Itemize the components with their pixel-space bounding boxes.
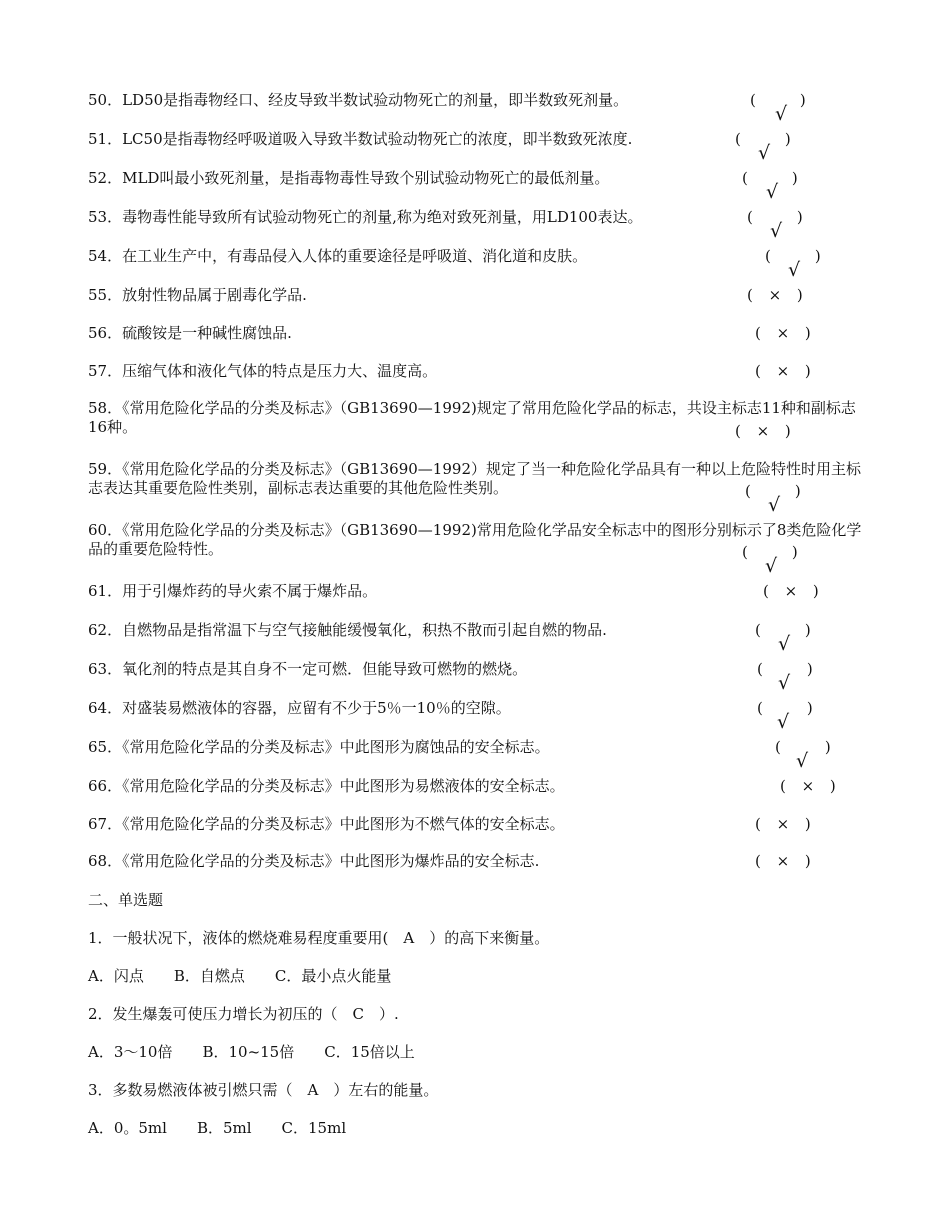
close-paren: ) — [814, 247, 821, 265]
mc-options-1: A．闪点 B．自燃点 C．最小点火能量 — [88, 967, 392, 985]
check-mark: √ — [788, 259, 801, 281]
open-paren: ( — [750, 91, 756, 109]
cross-mark: × — [776, 815, 790, 833]
close-paren: ) — [804, 324, 811, 342]
close-paren: ) — [806, 660, 813, 678]
close-paren: ) — [794, 482, 801, 500]
check-mark: √ — [775, 103, 788, 125]
open-paren: ( — [755, 324, 761, 342]
open-paren: ( — [780, 777, 786, 795]
open-paren: ( — [745, 482, 751, 500]
open-paren: ( — [757, 699, 763, 717]
check-mark: √ — [778, 672, 791, 694]
question-58-text: 58．《常用危险化学品的分类及标志》（GB13690—1992)规定了常用危险化学品的标志，共设主标志11种和副标志16种。 — [88, 399, 856, 436]
cross-mark: × — [776, 852, 790, 870]
close-paren: ) — [804, 621, 811, 639]
close-paren: ) — [796, 208, 803, 226]
open-paren: ( — [757, 660, 763, 678]
question-61-answer — [763, 581, 819, 601]
check-mark: √ — [766, 181, 779, 203]
open-paren: ( — [755, 621, 761, 639]
question-66-answer — [780, 776, 836, 796]
close-paren: ) — [799, 91, 806, 109]
open-paren: ( — [742, 543, 748, 561]
open-paren: ( — [735, 130, 741, 148]
close-paren: ) — [784, 130, 791, 148]
open-paren: ( — [763, 582, 769, 600]
check-mark: √ — [770, 220, 783, 242]
close-paren: ) — [824, 738, 831, 756]
open-paren: ( — [747, 208, 753, 226]
question-50-text: 50．LD50是指毒物经口、经皮导致半数试验动物死亡的剂量，即半数致死剂量。 — [88, 91, 629, 109]
mc-options-2: A．3～10倍 B．10~15倍 C．15倍以上 — [88, 1043, 415, 1061]
close-paren: ) — [791, 169, 798, 187]
question-57-text: 57．压缩气体和液化气体的特点是压力大、温度高。 — [88, 362, 438, 380]
question-56-text: 56．硫酸铵是一种碱性腐蚀品. — [88, 324, 292, 342]
cross-mark: × — [756, 422, 770, 440]
mc-question-3: 3．多数易燃液体被引燃只需（ A ）左右的能量。 — [88, 1081, 439, 1099]
cross-mark: × — [768, 286, 782, 304]
question-59-text: 59．《常用危险化学品的分类及标志》（GB13690—1992）规定了当一种危险化学品具有一种以上危险特性时用主标志表达其重要危险性类别，副标志表达重要的其他危险性类别。 — [88, 460, 861, 497]
question-67-answer — [755, 814, 811, 834]
open-paren: ( — [755, 852, 761, 870]
question-65-text: 65．《常用危险化学品的分类及标志》中此图形为腐蚀品的安全标志。 — [88, 738, 550, 756]
close-paren: ) — [804, 362, 811, 380]
open-paren: ( — [755, 815, 761, 833]
question-68-answer — [755, 851, 811, 871]
question-63-text: 63．氧化剂的特点是其自身不一定可燃．但能导致可燃物的燃烧。 — [88, 660, 528, 678]
check-mark: √ — [778, 633, 791, 655]
check-mark: √ — [777, 711, 790, 733]
question-67-text: 67．《常用危险化学品的分类及标志》中此图形为不燃气体的安全标志。 — [88, 815, 565, 833]
question-57-answer — [755, 361, 811, 381]
open-paren: ( — [735, 422, 741, 440]
close-paren: ) — [804, 815, 811, 833]
close-paren: ) — [784, 422, 791, 440]
close-paren: ) — [812, 582, 819, 600]
open-paren: ( — [747, 286, 753, 304]
close-paren: ) — [806, 699, 813, 717]
check-mark: √ — [768, 494, 781, 516]
question-68-text: 68．《常用危险化学品的分类及标志》中此图形为爆炸品的安全标志. — [88, 852, 540, 870]
mc-options-3: A．0。5ml B．5ml C．15ml — [88, 1119, 347, 1137]
question-53-text: 53．毒物毒性能导致所有试验动物死亡的剂量,称为绝对致死剂量，用LD100表达。 — [88, 208, 643, 226]
section-heading: 二、单选题 — [88, 891, 164, 909]
question-51-text: 51．LC50是指毒物经呼吸道吸入导致半数试验动物死亡的浓度，即半数致死浓度. — [88, 130, 633, 148]
close-paren: ) — [796, 286, 803, 304]
mc-question-2: 2．发生爆轰可使压力增长为初压的（ C ）. — [88, 1005, 399, 1023]
close-paren: ) — [804, 852, 811, 870]
cross-mark: × — [776, 324, 790, 342]
question-66-text: 66．《常用危险化学品的分类及标志》中此图形为易燃液体的安全标志。 — [88, 777, 565, 795]
open-paren: ( — [742, 169, 748, 187]
mc-question-1: 1．一般状况下，液体的燃烧难易程度重要用( A ）的高下来衡量。 — [88, 929, 550, 947]
question-52-text: 52．MLD叫最小致死剂量，是指毒物毒性导致个别试验动物死亡的最低剂量。 — [88, 169, 610, 187]
check-mark: √ — [765, 555, 778, 577]
question-60-text: 60．《常用危险化学品的分类及标志》（GB13690—1992)常用危险化学品安全标志中的图形分别标示了8类危险化学品的重要危险特性。 — [88, 521, 862, 558]
question-55-answer — [747, 285, 803, 305]
question-58-answer — [735, 421, 791, 441]
check-mark: √ — [758, 142, 771, 164]
open-paren: ( — [755, 362, 761, 380]
question-62-text: 62．自燃物品是指常温下与空气接触能缓慢氧化，积热不散而引起自燃的物品. — [88, 621, 607, 639]
cross-mark: × — [776, 362, 790, 380]
cross-mark: × — [784, 582, 798, 600]
close-paren: ) — [791, 543, 798, 561]
question-54-text: 54．在工业生产中，有毒品侵入人体的重要途径是呼吸道、消化道和皮肤。 — [88, 247, 588, 265]
question-61-text: 61．用于引爆炸药的导火索不属于爆炸品。 — [88, 582, 378, 600]
open-paren: ( — [765, 247, 771, 265]
close-paren: ) — [829, 777, 836, 795]
question-55-text: 55．放射性物品属于剧毒化学品. — [88, 286, 307, 304]
question-56-answer — [755, 323, 811, 343]
check-mark: √ — [796, 750, 809, 772]
cross-mark: × — [801, 777, 815, 795]
open-paren: ( — [775, 738, 781, 756]
question-64-text: 64．对盛装易燃液体的容器，应留有不少于5％一10％的空隙。 — [88, 699, 511, 717]
